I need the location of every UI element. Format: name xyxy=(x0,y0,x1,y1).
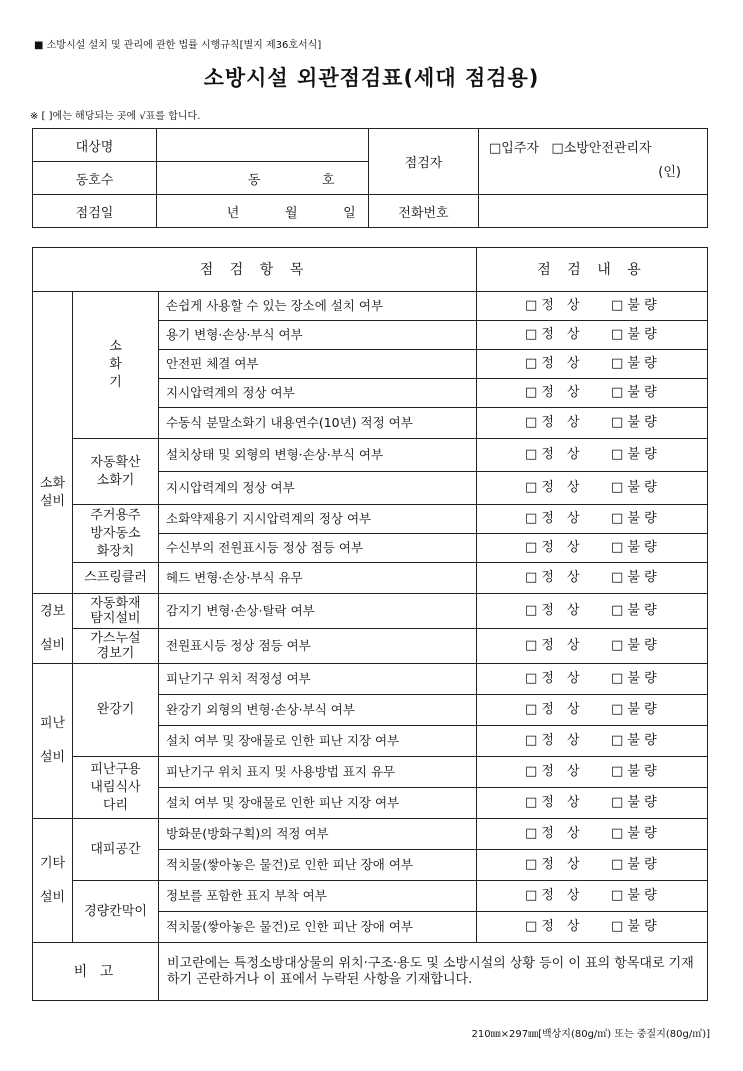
unit-label: 동호수 xyxy=(33,162,157,195)
check-item: 정보를 포함한 표지 부착 여부 xyxy=(159,881,477,912)
status-defect[interactable]: □ 불 량 xyxy=(611,733,657,748)
check-item: 지시압력계의 정상 여부 xyxy=(159,472,477,505)
status-defect[interactable]: □ 불 량 xyxy=(611,327,657,342)
seal-mark: (인) xyxy=(658,165,681,180)
subcategory-gas-alarm: 가스누설경보기 xyxy=(73,629,159,664)
status-normal[interactable]: □ 정 상 xyxy=(525,795,580,810)
status-defect[interactable]: □ 불 량 xyxy=(611,826,657,841)
status-normal[interactable]: □ 정 상 xyxy=(525,826,580,841)
status-defect[interactable]: □ 불 량 xyxy=(611,480,657,495)
subcategory-kitchen-system: 주거용주방자동소화장치 xyxy=(73,505,159,563)
unit-field[interactable] xyxy=(157,162,369,195)
status-options[interactable] xyxy=(477,350,708,379)
date-month: 월 xyxy=(284,205,298,221)
subcategory-ladder: 피난구용내림식사다리 xyxy=(73,757,159,819)
inspection-date-label: 점검일 xyxy=(33,195,157,228)
subcategory-extinguisher: 소화기 xyxy=(73,292,159,439)
status-defect[interactable]: □ 불 량 xyxy=(611,415,657,430)
status-defect[interactable]: □ 불 량 xyxy=(611,356,657,371)
status-normal[interactable]: □ 정 상 xyxy=(525,764,580,779)
inspection-date-field[interactable] xyxy=(157,195,369,228)
date-year: 년 xyxy=(226,205,240,221)
status-normal[interactable]: □ 정 상 xyxy=(525,511,580,526)
check-item: 손쉽게 사용할 수 있는 장소에 설치 여부 xyxy=(159,292,477,321)
status-options[interactable] xyxy=(477,534,708,563)
paper-spec-note: 210㎜×297㎜[백상지(80g/㎡) 또는 중질지(80g/㎡)] xyxy=(471,1029,710,1040)
status-options[interactable] xyxy=(477,594,708,629)
check-item: 수동식 분말소화기 내용연수(10년) 적정 여부 xyxy=(159,408,477,439)
check-item: 용기 변형·손상·부식 여부 xyxy=(159,321,477,350)
status-normal[interactable]: □ 정 상 xyxy=(525,919,580,934)
status-options[interactable] xyxy=(477,321,708,350)
check-item: 헤드 변형·손상·부식 유무 xyxy=(159,563,477,594)
status-options[interactable] xyxy=(477,292,708,321)
status-defect[interactable]: □ 불 량 xyxy=(611,764,657,779)
check-item: 적치물(쌓아놓은 물건)로 인한 피난 장애 여부 xyxy=(159,850,477,881)
header-content: 점 검 내 용 xyxy=(477,248,708,292)
target-name-field[interactable] xyxy=(157,129,369,162)
check-item: 설치 여부 및 장애물로 인한 피난 지장 여부 xyxy=(159,726,477,757)
status-defect[interactable]: □ 불 량 xyxy=(611,671,657,686)
subcategory-sprinkler: 스프링클러 xyxy=(73,563,159,594)
phone-field[interactable] xyxy=(479,195,708,228)
check-item: 완강기 외형의 변형·손상·부식 여부 xyxy=(159,695,477,726)
status-options[interactable] xyxy=(477,912,708,943)
status-defect[interactable]: □ 불 량 xyxy=(611,447,657,462)
category-other: 기타설비 xyxy=(33,819,73,943)
subcategory-fire-detector: 자동화재탐지설비 xyxy=(73,594,159,629)
subcategory-descender: 완강기 xyxy=(73,664,159,757)
check-item: 피난기구 위치 표지 및 사용방법 표지 유무 xyxy=(159,757,477,788)
check-item: 안전핀 체결 여부 xyxy=(159,350,477,379)
status-options[interactable] xyxy=(477,472,708,505)
target-name-label: 대상명 xyxy=(33,129,157,162)
option-safety-manager[interactable]: □소방안전관리자 xyxy=(551,141,652,156)
check-item: 수신부의 전원표시등 정상 점등 여부 xyxy=(159,534,477,563)
status-normal[interactable]: □ 정 상 xyxy=(525,857,580,872)
unit-ho: 호 xyxy=(322,172,335,188)
info-table xyxy=(32,128,708,228)
status-defect[interactable]: □ 불 량 xyxy=(611,702,657,717)
status-options[interactable] xyxy=(477,505,708,534)
status-normal[interactable]: □ 정 상 xyxy=(525,702,580,717)
status-normal[interactable]: □ 정 상 xyxy=(525,447,580,462)
status-normal[interactable]: □ 정 상 xyxy=(525,415,580,430)
status-defect[interactable]: □ 불 량 xyxy=(611,857,657,872)
remarks-label: 비 고 xyxy=(33,943,159,1001)
status-options[interactable] xyxy=(477,629,708,664)
check-item: 전원표시등 정상 점등 여부 xyxy=(159,629,477,664)
page-title: 소방시설 외관점검표(세대 점검용) xyxy=(203,66,540,90)
status-options[interactable] xyxy=(477,726,708,757)
status-normal[interactable]: □ 정 상 xyxy=(525,733,580,748)
status-options[interactable] xyxy=(477,379,708,408)
status-defect[interactable]: □ 불 량 xyxy=(611,638,657,653)
category-alarm: 경보설비 xyxy=(33,594,73,664)
inspector-field[interactable] xyxy=(479,129,708,195)
status-defect[interactable]: □ 불 량 xyxy=(611,540,657,555)
status-options[interactable] xyxy=(477,408,708,439)
check-item: 설치상태 및 외형의 변형·손상·부식 여부 xyxy=(159,439,477,472)
check-item: 소화약제용기 지시압력계의 정상 여부 xyxy=(159,505,477,534)
status-normal[interactable]: □ 정 상 xyxy=(525,638,580,653)
category-evacuation: 피난설비 xyxy=(33,664,73,819)
status-options[interactable] xyxy=(477,788,708,819)
status-options[interactable] xyxy=(477,664,708,695)
status-defect[interactable]: □ 불 량 xyxy=(611,888,657,903)
status-options[interactable] xyxy=(477,439,708,472)
instruction-note: ※ [ ]에는 해당되는 곳에 √표를 합니다. xyxy=(30,111,201,122)
status-options[interactable] xyxy=(477,850,708,881)
status-normal[interactable]: □ 정 상 xyxy=(525,888,580,903)
check-item: 감지기 변형·손상·탈락 여부 xyxy=(159,594,477,629)
option-resident[interactable]: □입주자 xyxy=(489,141,539,156)
subcategory-light-partition: 경량칸막이 xyxy=(73,881,159,943)
status-normal[interactable]: □ 정 상 xyxy=(525,298,580,313)
status-options[interactable] xyxy=(477,819,708,850)
remarks-text: 비고란에는 특정소방대상물의 위치·구조·용도 및 소방시설의 상황 등이 이 표의 항목대로 기재하기 곤란하거나 이 표에서 누락된 사항을 기재합니다. xyxy=(159,943,708,1001)
category-fire-extinguishing: 소화설비 xyxy=(33,292,73,594)
inspector-label: 점검자 xyxy=(369,129,479,195)
status-normal[interactable]: □ 정 상 xyxy=(525,603,580,618)
status-normal[interactable]: □ 정 상 xyxy=(525,480,580,495)
check-item: 지시압력계의 정상 여부 xyxy=(159,379,477,408)
status-options[interactable] xyxy=(477,757,708,788)
status-normal[interactable]: □ 정 상 xyxy=(525,540,580,555)
status-options[interactable] xyxy=(477,695,708,726)
date-day: 일 xyxy=(343,205,356,221)
status-options[interactable] xyxy=(477,881,708,912)
status-normal[interactable]: □ 정 상 xyxy=(525,385,580,400)
subcategory-auto-extinguisher: 자동확산소화기 xyxy=(73,439,159,505)
status-defect[interactable]: □ 불 량 xyxy=(611,795,657,810)
phone-label: 전화번호 xyxy=(369,195,479,228)
form-reference-note: ■ 소방시설 설치 및 관리에 관한 법률 시행규칙[별지 제36호서식] xyxy=(34,40,322,51)
status-normal[interactable]: □ 정 상 xyxy=(525,327,580,342)
status-defect[interactable]: □ 불 량 xyxy=(611,298,657,313)
subcategory-refuge-space: 대피공간 xyxy=(73,819,159,881)
status-normal[interactable]: □ 정 상 xyxy=(525,570,580,585)
check-item: 방화문(방화구획)의 적정 여부 xyxy=(159,819,477,850)
check-item: 적치물(쌓아놓은 물건)로 인한 피난 장애 여부 xyxy=(159,912,477,943)
status-defect[interactable]: □ 불 량 xyxy=(611,385,657,400)
status-normal[interactable]: □ 정 상 xyxy=(525,356,580,371)
status-defect[interactable]: □ 불 량 xyxy=(611,511,657,526)
status-defect[interactable]: □ 불 량 xyxy=(611,570,657,585)
check-item: 설치 여부 및 장애물로 인한 피난 지장 여부 xyxy=(159,788,477,819)
checklist-table xyxy=(32,247,708,1001)
status-normal[interactable]: □ 정 상 xyxy=(525,671,580,686)
header-items: 점 검 항 목 xyxy=(33,248,477,292)
status-defect[interactable]: □ 불 량 xyxy=(611,919,657,934)
status-options[interactable] xyxy=(477,563,708,594)
status-defect[interactable]: □ 불 량 xyxy=(611,603,657,618)
unit-dong: 동 xyxy=(247,172,261,188)
check-item: 피난기구 위치 적정성 여부 xyxy=(159,664,477,695)
